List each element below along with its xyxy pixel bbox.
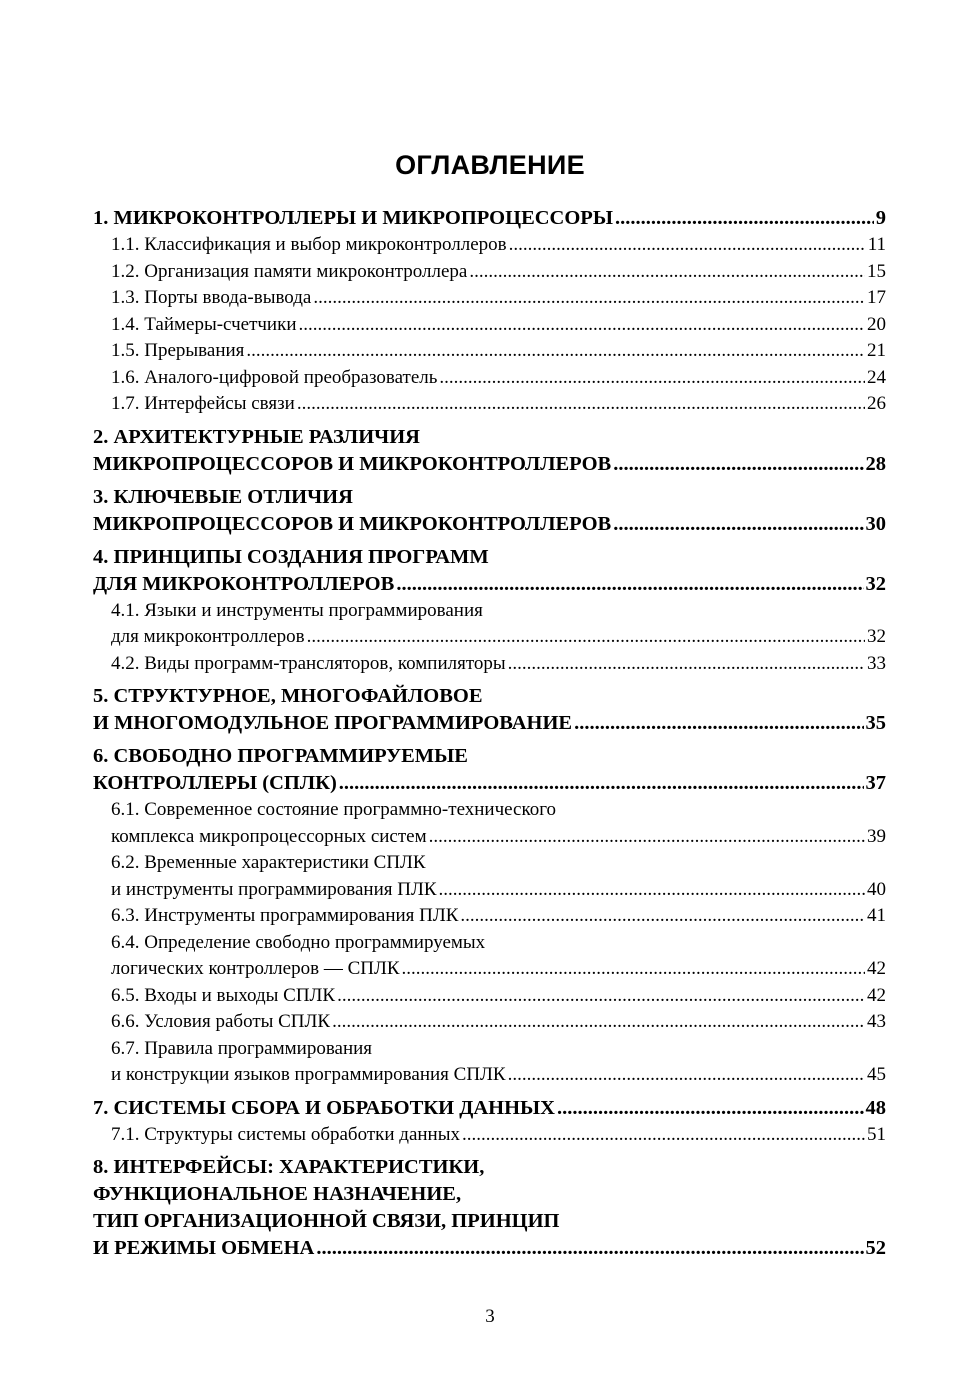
dot-leader — [402, 956, 865, 983]
toc-entry-title-line: 1.7. Интерфейсы связи — [111, 393, 295, 414]
dot-leader — [574, 710, 863, 737]
toc-chapter-entry[interactable] — [93, 544, 886, 598]
dot-leader — [316, 1235, 863, 1262]
toc-chapter-entry[interactable] — [93, 743, 886, 797]
toc-chapter-entry[interactable] — [93, 484, 886, 538]
dot-leader — [396, 571, 863, 598]
dot-leader — [613, 451, 863, 478]
dot-leader — [307, 624, 865, 651]
toc-section-entry[interactable] — [93, 930, 886, 983]
toc-page-number: 39 — [867, 825, 886, 847]
toc-section-entry[interactable] — [93, 391, 886, 418]
dot-leader — [299, 312, 865, 339]
toc-section-entry[interactable] — [93, 1009, 886, 1036]
toc-entry-title-line: и инструменты программирования ПЛК — [111, 878, 437, 900]
toc-entry-title-line: 1.3. Порты ввода-вывода — [111, 287, 312, 308]
toc-entry-title-line: 1.2. Организация памяти микроконтроллера — [111, 260, 468, 282]
dot-leader — [613, 511, 863, 538]
toc-entry-title-line: комплекса микропроцессорных систем — [111, 825, 427, 847]
dot-leader — [469, 259, 865, 286]
toc-page-number: 24 — [867, 366, 886, 388]
toc-chapter-entry[interactable] — [93, 1095, 886, 1122]
toc-section-entry[interactable] — [93, 259, 886, 286]
dot-leader — [509, 232, 866, 259]
toc-page-number: 30 — [865, 512, 886, 535]
toc-entry-title-line: 4. ПРИНЦИПЫ СОЗДАНИЯ ПРОГРАММ — [93, 545, 489, 568]
toc-entry-title-line: 2. АРХИТЕКТУРНЫЕ РАЗЛИЧИЯ — [93, 425, 420, 448]
dot-leader — [615, 205, 874, 232]
dot-leader — [297, 391, 865, 418]
toc-page-number: 40 — [867, 878, 886, 900]
toc-entry-title-line: 3. КЛЮЧЕВЫЕ ОТЛИЧИЯ — [93, 485, 353, 508]
toc-entry-title-line: 8. ИНТЕРФЕЙСЫ: ХАРАКТЕРИСТИКИ, — [93, 1156, 485, 1178]
toc-page-number: 35 — [865, 712, 886, 734]
toc-page-number: 9 — [875, 207, 886, 229]
toc-section-entry[interactable] — [93, 651, 886, 678]
toc-section-entry[interactable] — [93, 1036, 886, 1089]
toc-section-entry[interactable] — [93, 598, 886, 651]
dot-leader — [339, 770, 864, 797]
toc-entry-title-line: и конструкции языков программирования СПЛК — [111, 1064, 506, 1085]
toc-page-number: 32 — [865, 572, 886, 595]
toc-section-entry[interactable] — [93, 338, 886, 365]
toc-entry-title-line: 1.5. Прерывания — [111, 340, 245, 361]
toc-entry-title-line: МИКРОПРОЦЕССОРОВ И МИКРОКОНТРОЛЛЕРОВ — [93, 452, 612, 475]
toc-section-entry[interactable] — [93, 850, 886, 903]
toc-entry-title-line: ДЛЯ МИКРОКОНТРОЛЛЕРОВ — [93, 572, 395, 595]
dot-leader — [439, 877, 865, 904]
toc-page-number: 43 — [867, 1011, 886, 1032]
toc-page-number: 51 — [867, 1123, 886, 1145]
dot-leader — [439, 365, 865, 392]
toc-entry-title-line: 6. СВОБОДНО ПРОГРАММИРУЕМЫЕ — [93, 745, 468, 767]
toc-page-number: 45 — [867, 1064, 886, 1085]
toc-page-number: 48 — [865, 1096, 886, 1119]
toc-page-number: 21 — [867, 340, 886, 361]
page-title: ОГЛАВЛЕНИЕ — [395, 150, 585, 180]
toc-entry-title-line: 4.1. Языки и инструменты программирования — [111, 599, 483, 621]
toc-entry-title-line: 6.2. Временные характеристики СПЛК — [111, 852, 426, 873]
toc-page-number: 42 — [867, 984, 886, 1006]
toc-section-entry[interactable] — [93, 285, 886, 312]
toc-entry-title-line: 6.7. Правила программирования — [111, 1037, 373, 1059]
toc-page-number: 17 — [867, 287, 886, 308]
page-number: 3 — [485, 1306, 495, 1327]
toc-section-entry[interactable] — [93, 365, 886, 392]
dot-leader — [557, 1095, 864, 1122]
dot-leader — [460, 903, 865, 930]
toc-page-number: 15 — [867, 260, 886, 282]
toc-entry-title-line: КОНТРОЛЛЕРЫ (СПЛК) — [93, 772, 337, 794]
toc-section-entry[interactable] — [93, 983, 886, 1010]
toc-page-number: 42 — [867, 958, 886, 979]
toc-entry-title-line: И РЕЖИМЫ ОБМЕНА — [93, 1237, 315, 1259]
toc-entry-title-line: 5. СТРУКТУРНОЕ, МНОГОФАЙЛОВОЕ — [93, 685, 483, 707]
dot-leader — [313, 285, 865, 312]
dot-leader — [508, 651, 865, 678]
table-of-contents — [93, 205, 886, 1262]
toc-entry-title-line: логических контроллеров — СПЛК — [111, 958, 400, 979]
toc-entry-title-line: 1.1. Классификация и выбор микроконтроллеров — [111, 234, 507, 255]
toc-entry-title-line: МИКРОПРОЦЕССОРОВ И МИКРОКОНТРОЛЛЕРОВ — [93, 512, 612, 535]
toc-page-number: 33 — [867, 652, 886, 674]
toc-section-entry[interactable] — [93, 903, 886, 930]
dot-leader — [246, 338, 865, 365]
toc-page-number: 52 — [865, 1237, 886, 1259]
dot-leader — [337, 983, 865, 1010]
toc-page-number: 32 — [867, 626, 886, 647]
toc-entry-title-line: 1. МИКРОКОНТРОЛЛЕРЫ И МИКРОПРОЦЕССОРЫ — [93, 207, 613, 229]
toc-page-number: 11 — [867, 234, 886, 255]
toc-entry-title-line: 6.3. Инструменты программирования ПЛК — [111, 905, 459, 926]
toc-section-entry[interactable] — [93, 232, 886, 259]
toc-entry-title-line: 6.1. Современное состояние программно-технического — [111, 799, 557, 820]
toc-entry-title-line: для микроконтроллеров — [111, 626, 305, 647]
toc-section-entry[interactable] — [93, 1122, 886, 1149]
toc-page-number: 28 — [865, 452, 886, 475]
toc-entry-title-line: ТИП ОРГАНИЗАЦИОННОЙ СВЯЗИ, ПРИНЦИП — [93, 1210, 560, 1232]
dot-leader — [429, 824, 865, 851]
toc-entry-title-line: 7. СИСТЕМЫ СБОРА И ОБРАБОТКИ ДАННЫХ — [93, 1096, 555, 1119]
toc-entry-title-line: 6.6. Условия работы СПЛК — [111, 1011, 331, 1032]
toc-page-number: 41 — [867, 905, 886, 926]
toc-entry-title-line: 1.6. Аналого-цифровой преобразователь — [111, 366, 438, 388]
toc-entry-title-line: ФУНКЦИОНАЛЬНОЕ НАЗНАЧЕНИЕ, — [93, 1183, 462, 1205]
toc-chapter-entry[interactable] — [93, 205, 886, 232]
toc-entry-title-line: 6.4. Определение свободно программируемых — [111, 931, 486, 953]
toc-entry-title-line: 4.2. Виды программ-трансляторов, компиляторы — [111, 652, 506, 674]
toc-entry-title-line: И МНОГОМОДУЛЬНОЕ ПРОГРАММИРОВАНИЕ — [93, 712, 573, 734]
toc-entry-title-line: 6.5. Входы и выходы СПЛК — [111, 984, 336, 1006]
toc-chapter-entry[interactable] — [93, 424, 886, 478]
toc-entry-title-line: 7.1. Структуры системы обработки данных — [111, 1123, 460, 1145]
toc-section-entry[interactable] — [93, 312, 886, 339]
toc-page-number: 20 — [867, 313, 886, 335]
toc-page-number: 26 — [867, 393, 886, 414]
toc-section-entry[interactable] — [93, 797, 886, 850]
toc-chapter-entry[interactable] — [93, 683, 886, 737]
toc-chapter-entry[interactable] — [93, 1154, 886, 1262]
dot-leader — [508, 1062, 865, 1089]
dot-leader — [462, 1122, 865, 1149]
toc-entry-title-line: 1.4. Таймеры-счетчики — [111, 313, 297, 335]
dot-leader — [332, 1009, 865, 1036]
toc-page-number: 37 — [865, 772, 886, 794]
